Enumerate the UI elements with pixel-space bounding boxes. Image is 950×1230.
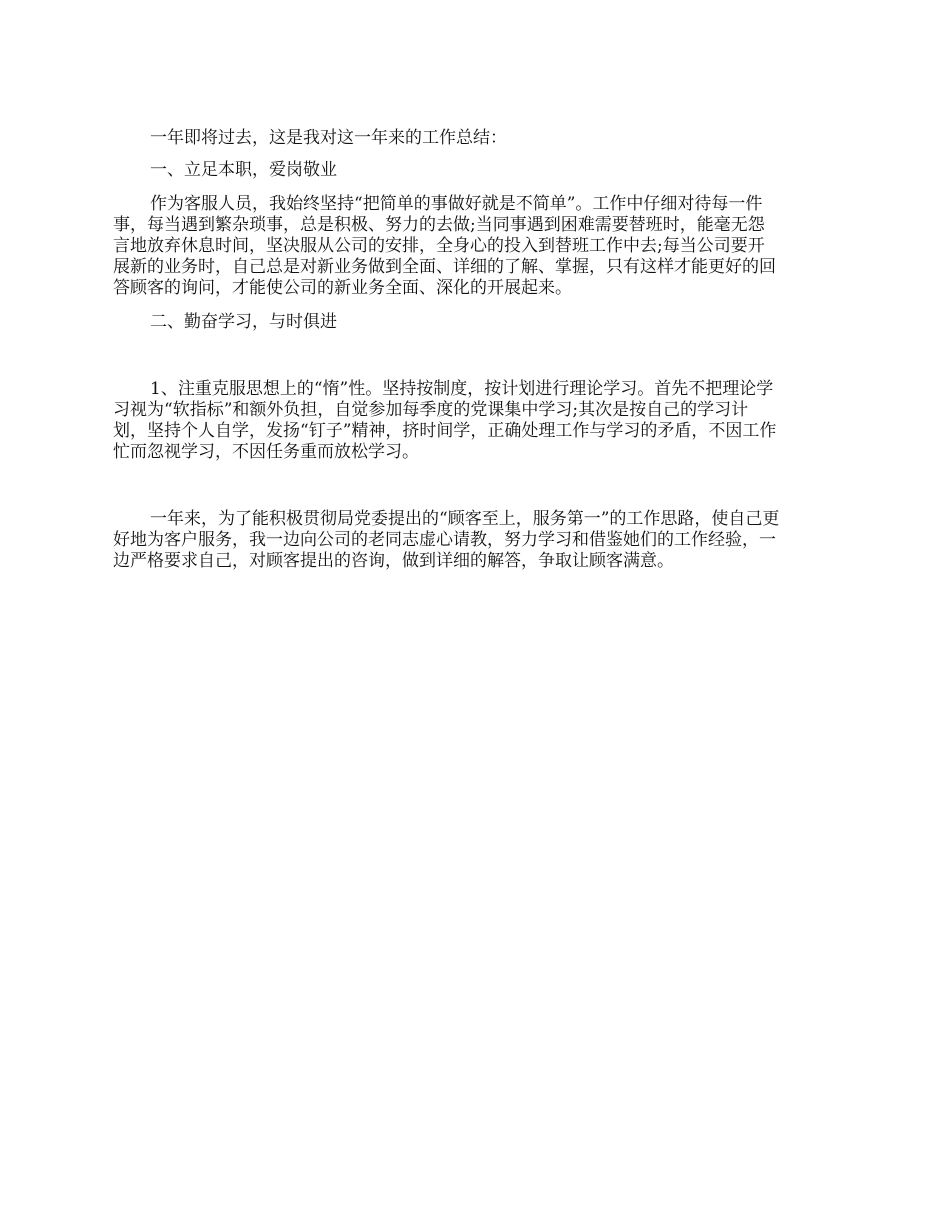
intro-paragraph: 一年即将过去，这是我对这一年来的工作总结： xyxy=(150,128,507,148)
spacer xyxy=(113,149,838,160)
spacer xyxy=(113,299,838,312)
document-page xyxy=(113,128,838,572)
spacer xyxy=(113,463,838,509)
spacer xyxy=(113,181,838,194)
body-paragraph-2: 1、注重克服思想上的“惰”性。坚持按制度，按计划进行理论学习。首先不把理论学 习视为“软指标”和额外负担，自觉参加每季度的党课集中学习;其次是按自己的学习计 划，坚持个人自学，发扬“钉子”精神，挤时间学，正确处理工作与学习的矛盾，不因工作 忙而忽视学习，不因任务重而放松学习。 xyxy=(113,379,777,462)
section-heading-1: 一、立足本职，爱岗敬业 xyxy=(150,160,337,180)
body-paragraph-1: 作为客服人员，我始终坚持“把简单的事做好就是不简单”。工作中仔细对待每一件 事，每当遇到繁杂琐事，总是积极、努力的去做;当同事遇到困难需要替班时，能毫无怨 言地放弃休息时间，坚决服从公司的安排，全身心的投入到替班工作中去;每当公司要开 展新的业务时，自己总是对新业务做到全面、详细的了解、掌握，只有这样才能更好的回 答顾客的询问，才能使公司的新业务全面、深化的开展起来。 xyxy=(113,194,776,298)
spacer xyxy=(113,333,838,379)
section-heading-2: 二、勤奋学习，与时俱进 xyxy=(150,312,337,332)
body-paragraph-3: 一年来，为了能积极贯彻局党委提出的“顾客至上，服务第一”的工作思路，使自己更 好地为客户服务，我一边向公司的老同志虚心请教，努力学习和借鉴她们的工作经验，一 边严格要求自己，对顾客提出的咨询，做到详细的解答，争取让顾客满意。 xyxy=(113,509,780,571)
